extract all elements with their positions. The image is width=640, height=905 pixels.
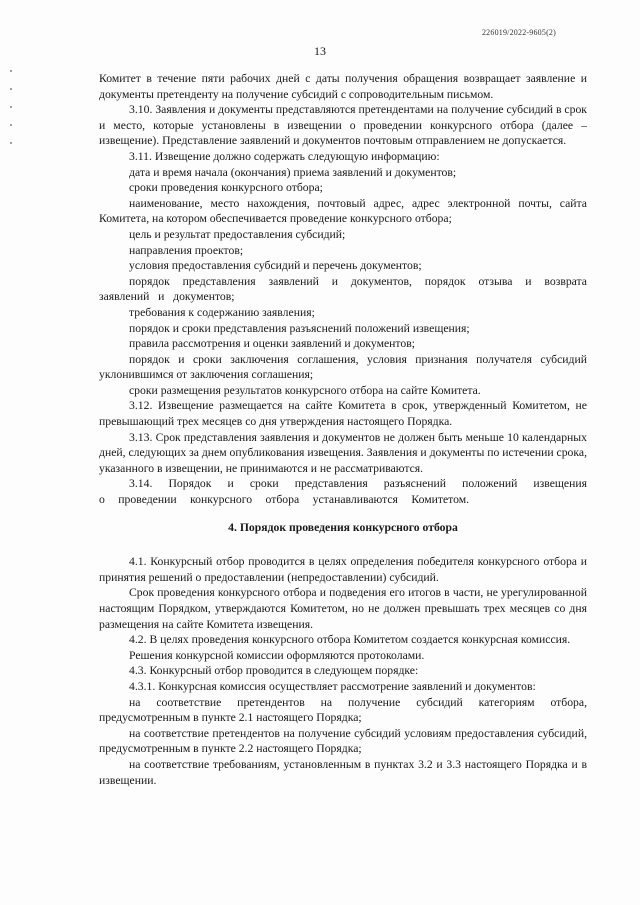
list-item: условия предоставления субсидий и перечень документов;	[129, 259, 422, 273]
list-item: требования к содержанию заявления;	[129, 305, 315, 319]
paragraph: Решения конкурсной комиссии оформляются протоколами.	[129, 648, 425, 662]
paragraph: 4.2. В целях проведения конкурсного отбора Комитетом создается конкурсная комиссия.	[129, 633, 571, 647]
paragraph: 3.12. Извещение размещается на сайте Комитета в срок, утвержденный Комитетом, не превышающий трех месяцев со дня утверждения настоящего Порядка.	[99, 399, 587, 429]
list-item: сроки проведения конкурсного отбора;	[129, 181, 323, 195]
paragraph: 4.1. Конкурсный отбор проводится в целях определения победителя конкурсного отбора и принятия решений о предоставлении (непредоставлении) субсидий.	[99, 555, 587, 584]
paragraph: 3.10. Заявления и документы представляются претендентами на получение субсидий в срок и место, которые установлены в извещении о проведении конкурсного отбора (далее – извещение). Представление заявлений и документов почтовым отправлением не допускается.	[99, 103, 587, 148]
document-body	[99, 71, 587, 788]
list-item: сроки размещения результатов конкурсного отбора на сайте Комитета.	[129, 383, 481, 397]
list-item: наименование, место нахождения, почтовый адрес, адрес электронной почты, сайта Комитета, на котором обеспечивается проведение конкурсного отбора;	[99, 196, 587, 226]
paragraph: 3.11. Извещение должно содержать следующую информацию:	[129, 149, 440, 163]
paragraph: Срок проведения конкурсного отбора и подведения его итогов в части, не урегулированной настоящим Порядком, утверждаются Комитетом, но не должен превышать трех месяцев со дня размещения на сайте Комитета извещения.	[99, 586, 587, 631]
list-item: на соответствие претендентов на получение субсидий категориям отбора, предусмотренным в пункте 2.1 настоящего Порядка;	[99, 695, 587, 725]
list-item: правила рассмотрения и оценки заявлений и документов;	[129, 337, 415, 351]
list-item: на соответствие претендентов на получение субсидий условиям предоставления субсидий, предусмотренным в пункте 2.2 настоящего Порядка;	[99, 726, 587, 756]
list-item: цель и результат предоставления субсидий;	[129, 227, 346, 241]
paragraph: Комитет в течение пяти рабочих дней с даты получения обращения возвращает заявление и документы претенденту на получение субсидий с сопроводительным письмом.	[99, 72, 587, 101]
paragraph: 4.3.1. Конкурсная комиссия осуществляет рассмотрение заявлений и документов:	[129, 679, 536, 693]
page-number: 13	[314, 44, 326, 58]
list-item: на соответствие требованиям, установленным в пунктах 3.2 и 3.3 настоящего Порядка и в извещении.	[99, 757, 587, 787]
list-item: дата и время начала (окончания) приема заявлений и документов;	[129, 165, 457, 179]
list-item: порядок представления заявлений и документов, порядок отзыва и возврата заявлений и документов;	[99, 274, 587, 304]
margin-scan-marks	[10, 70, 14, 160]
list-item: направления проектов;	[129, 243, 244, 257]
paragraph: 4.3. Конкурсный отбор проводится в следующем порядке:	[129, 664, 419, 678]
section-heading: 4. Порядок проведения конкурсного отбора	[228, 520, 458, 534]
list-item: порядок и сроки представления разъяснений положений извещения;	[129, 321, 470, 335]
document-id: 226019/2022-9605(2)	[481, 28, 556, 37]
paragraph: 3.14. Порядок и сроки представления разъяснений положений извещения о проведении конкурсного отбора устанавливаются Комитетом.	[99, 477, 587, 507]
list-item: порядок и сроки заключения соглашения, условия признания получателя субсидий уклонившимся от заключения соглашения;	[99, 352, 587, 382]
paragraph: 3.13. Срок представления заявления и документов не должен быть меньше 10 календарных дней, следующих за днем опубликования извещения. Заявления и документы по истечении срока, указанного в извещении, не принимаются и не рассматриваются.	[99, 430, 587, 475]
